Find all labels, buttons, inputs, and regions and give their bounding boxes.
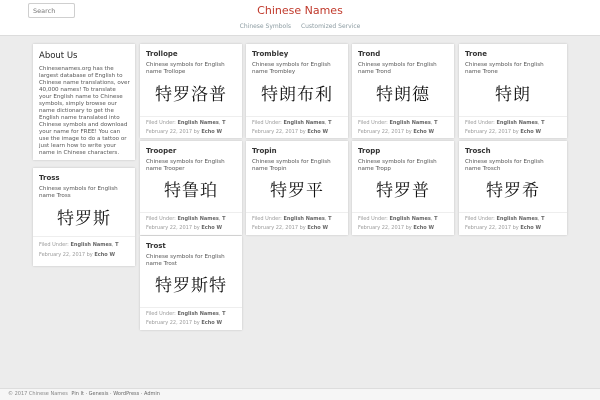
- divider: [246, 116, 348, 117]
- chinese-characters: 特罗斯特: [155, 276, 227, 296]
- card-title[interactable]: Trone: [465, 50, 487, 58]
- category-link[interactable]: English Names: [283, 216, 325, 222]
- site-title[interactable]: Chinese Names: [257, 4, 343, 17]
- divider: [246, 212, 348, 213]
- card-title[interactable]: Trooper: [146, 147, 177, 155]
- tag-link[interactable]: T: [222, 311, 226, 317]
- author-link[interactable]: Echo W: [307, 225, 328, 231]
- tag-link[interactable]: T: [328, 216, 332, 222]
- chinese-characters: 特罗洛普: [155, 85, 227, 105]
- category-link[interactable]: English Names: [177, 311, 219, 317]
- category-link[interactable]: English Names: [389, 120, 431, 126]
- author-link[interactable]: Echo W: [201, 225, 222, 231]
- tag-link[interactable]: T: [541, 120, 545, 126]
- author-link[interactable]: Echo W: [201, 129, 222, 135]
- tag-link[interactable]: T: [328, 120, 332, 126]
- card-date: February 22, 2017 by Echo W: [358, 225, 434, 231]
- chinese-characters: 特罗普: [376, 181, 430, 201]
- card-title[interactable]: Trost: [146, 242, 166, 250]
- about-widget: [33, 44, 135, 160]
- card-title[interactable]: Tropp: [358, 147, 381, 155]
- nav-item-chinese-symbols[interactable]: Chinese Symbols: [239, 23, 292, 30]
- card-title[interactable]: Tross: [39, 174, 60, 182]
- card-date: February 22, 2017 by Echo W: [465, 225, 541, 231]
- card-title[interactable]: Trollope: [146, 50, 178, 58]
- card-meta: Filed Under: English Names, T: [146, 216, 226, 222]
- card-date: February 22, 2017 by Echo W: [39, 252, 115, 258]
- category-link[interactable]: English Names: [177, 120, 219, 126]
- card-desc: Chinese symbols for English name Trollope: [146, 62, 225, 75]
- name-card-trollope: [140, 44, 242, 138]
- divider: [352, 116, 454, 117]
- name-card-tropin: [246, 141, 348, 235]
- divider: [140, 212, 242, 213]
- divider: [352, 212, 454, 213]
- card-date: February 22, 2017 by Echo W: [146, 320, 222, 326]
- card-meta: Filed Under: English Names, T: [252, 216, 332, 222]
- category-link[interactable]: English Names: [283, 120, 325, 126]
- about-title: About Us: [39, 51, 78, 61]
- site-footer: [0, 388, 600, 400]
- card-desc: Chinese symbols for English name Trost: [146, 254, 225, 267]
- name-card-trost: [140, 236, 242, 330]
- card-meta: Filed Under: English Names, T: [146, 120, 226, 126]
- author-link[interactable]: Echo W: [94, 252, 115, 258]
- category-link[interactable]: English Names: [389, 216, 431, 222]
- card-desc: Chinese symbols for English name Tropin: [252, 159, 331, 172]
- card-date: February 22, 2017 by Echo W: [146, 225, 222, 231]
- name-card-tropp: [352, 141, 454, 235]
- card-date: February 22, 2017 by Echo W: [358, 129, 434, 135]
- chinese-characters: 特罗斯: [57, 209, 111, 229]
- author-link[interactable]: Echo W: [201, 320, 222, 326]
- divider: [459, 212, 567, 213]
- top-header: [0, 0, 600, 36]
- name-card-trombley: [246, 44, 348, 138]
- tag-link[interactable]: T: [541, 216, 545, 222]
- card-desc: Chinese symbols for English name Trosch: [465, 159, 544, 172]
- card-title[interactable]: Trosch: [465, 147, 491, 155]
- category-link[interactable]: English Names: [177, 216, 219, 222]
- card-meta: Filed Under: English Names, T: [465, 216, 545, 222]
- card-desc: Chinese symbols for English name Trombley: [252, 62, 331, 75]
- about-text: Chinesenames.org has the largest database of English to Chinese name translations, over 40,000 names! To translate your English name to Chinese symbols, simply browse our name dictionary to get the English name translated into Chinese symbols and download your name for FREE! You can use the image to do a tattoo or just learn how to write your name in Chinese characters.: [39, 66, 130, 156]
- author-link[interactable]: Echo W: [413, 225, 434, 231]
- card-meta: Filed Under: English Names, T: [39, 242, 119, 248]
- main-nav: [0, 23, 600, 30]
- category-link[interactable]: English Names: [70, 242, 112, 248]
- tag-link[interactable]: T: [434, 120, 438, 126]
- card-desc: Chinese symbols for English name Trone: [465, 62, 544, 75]
- chinese-characters: 特朗布利: [261, 85, 333, 105]
- name-card-trosch: [459, 141, 567, 235]
- author-link[interactable]: Echo W: [520, 225, 541, 231]
- card-desc: Chinese symbols for English name Trond: [358, 62, 437, 75]
- tag-link[interactable]: T: [115, 242, 119, 248]
- card-meta: Filed Under: English Names, T: [252, 120, 332, 126]
- name-card-tross: [33, 168, 135, 266]
- chinese-characters: 特罗平: [270, 181, 324, 201]
- name-card-trone: [459, 44, 567, 138]
- author-link[interactable]: Echo W: [307, 129, 328, 135]
- card-title[interactable]: Tropin: [252, 147, 277, 155]
- divider: [140, 307, 242, 308]
- chinese-characters: 特鲁珀: [164, 181, 218, 201]
- card-desc: Chinese symbols for English name Tross: [39, 186, 118, 199]
- card-date: February 22, 2017 by Echo W: [146, 129, 222, 135]
- card-title[interactable]: Trond: [358, 50, 381, 58]
- name-card-trooper: [140, 141, 242, 235]
- card-date: February 22, 2017 by Echo W: [252, 225, 328, 231]
- card-title[interactable]: Trombley: [252, 50, 289, 58]
- card-meta: Filed Under: English Names, T: [358, 120, 438, 126]
- category-link[interactable]: English Names: [496, 120, 538, 126]
- chinese-characters: 特罗希: [486, 181, 540, 201]
- nav-item-customized-service[interactable]: Customized Service: [300, 23, 361, 30]
- category-link[interactable]: English Names: [496, 216, 538, 222]
- author-link[interactable]: Echo W: [520, 129, 541, 135]
- copyright-text: © 2017 Chinese Names: [8, 391, 68, 397]
- tag-link[interactable]: T: [222, 120, 226, 126]
- card-meta: Filed Under: English Names, T: [358, 216, 438, 222]
- card-meta: Filed Under: English Names, T: [146, 311, 226, 317]
- chinese-characters: 特朗: [495, 85, 531, 105]
- card-desc: Chinese symbols for English name Trooper: [146, 159, 225, 172]
- divider: [140, 116, 242, 117]
- author-link[interactable]: Echo W: [413, 129, 434, 135]
- card-date: February 22, 2017 by Echo W: [465, 129, 541, 135]
- divider: [459, 116, 567, 117]
- tag-link[interactable]: T: [434, 216, 438, 222]
- card-meta: Filed Under: English Names, T: [465, 120, 545, 126]
- tag-link[interactable]: T: [222, 216, 226, 222]
- card-date: February 22, 2017 by Echo W: [252, 129, 328, 135]
- footer-links[interactable]: Pin It · Genesis · WordPress · Admin: [71, 391, 160, 397]
- name-card-trond: [352, 44, 454, 138]
- card-desc: Chinese symbols for English name Tropp: [358, 159, 437, 172]
- divider: [33, 236, 135, 237]
- chinese-characters: 特朗德: [376, 85, 430, 105]
